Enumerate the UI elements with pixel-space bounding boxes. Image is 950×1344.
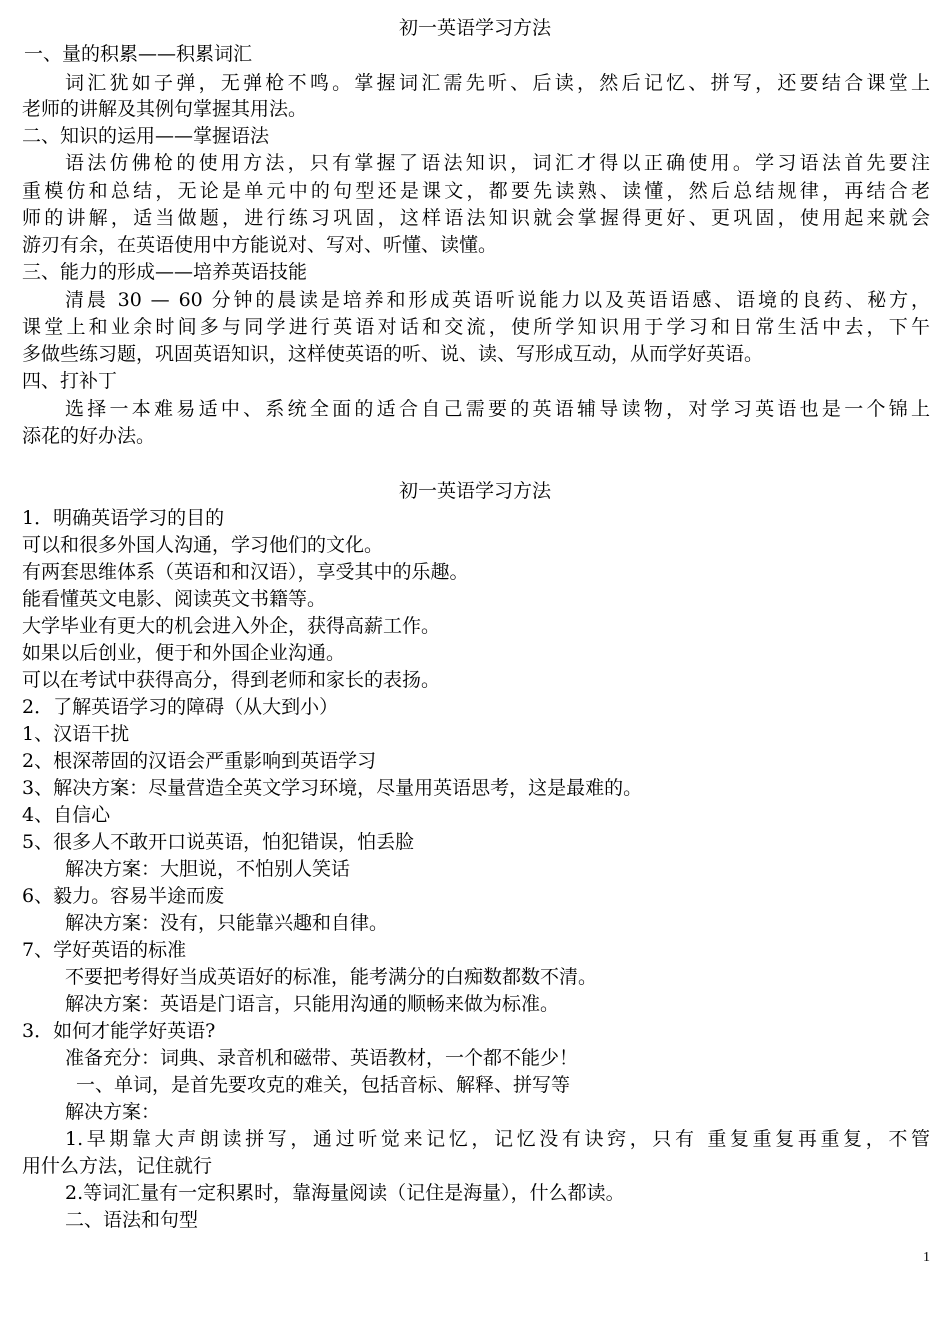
- heading-supplement: 四、打补丁: [22, 370, 118, 392]
- paragraph-line: 词汇犹如子弹，无弹枪不鸣。掌握词汇需先听、后读，然后记忆、拼写，还要结合课堂上: [65, 72, 930, 94]
- heading-grammar: 二、知识的运用——掌握语法: [22, 125, 270, 147]
- sub-heading: 二、语法和句型: [65, 1209, 199, 1231]
- list-item: 4、自信心: [22, 804, 111, 826]
- section-title: 初一英语学习方法: [398, 480, 551, 502]
- list-item: 6、毅力。容易半途而废: [22, 885, 225, 907]
- page-title: 初一英语学习方法: [398, 17, 551, 39]
- list-item: 可以在考试中获得高分，得到老师和家长的表扬。: [22, 669, 441, 691]
- list-item: 大学毕业有更大的机会进入外企，获得高薪工作。: [22, 615, 441, 637]
- paragraph-line: 用什么方法，记住就行: [22, 1155, 213, 1177]
- list-item: 7、学好英语的标准: [22, 939, 187, 961]
- list-item: 1、汉语干扰: [22, 723, 130, 745]
- paragraph-line: 1.早期靠大声朗读拼写，通过听觉来记忆，记忆没有诀窍，只有 重复重复再重复，不管: [65, 1128, 930, 1150]
- paragraph-line: 选择一本难易适中、系统全面的适合自己需要的英语辅导读物，对学习英语也是一个锦上: [65, 398, 930, 420]
- solution-line: 解决方案：英语是门语言，只能用沟通的顺畅来做为标准。: [65, 993, 560, 1015]
- paragraph-line: 重模仿和总结，无论是单元中的句型还是课文，都要先读熟、读懂，然后总结规律，再结合老: [22, 180, 930, 202]
- list-item: 可以和很多外国人沟通，学习他们的文化。: [22, 534, 384, 556]
- paragraph-line: 语法仿佛枪的使用方法，只有掌握了语法知识，词汇才得以正确使用。学习语法首先要注: [65, 152, 930, 174]
- paragraph-line: 师的讲解，适当做题，进行练习巩固，这样语法知识就会掌握得更好、更巩固，使用起来就会: [22, 207, 930, 229]
- paragraph-line: 不要把考得好当成英语好的标准，能考满分的白痴数都数不清。: [65, 966, 598, 988]
- paragraph-line: 课堂上和业余时间多与同学进行英语对话和交流，使所学知识用于学习和日常生活中去，下午: [22, 316, 930, 338]
- list-item: 5、很多人不敢开口说英语，怕犯错误，怕丢脸: [22, 831, 415, 853]
- solution-line: 解决方案：大胆说，不怕别人笑话: [65, 858, 351, 880]
- solution-line: 解决方案：没有，只能靠兴趣和自律。: [65, 912, 389, 934]
- solution-label: 解决方案：: [65, 1101, 161, 1123]
- paragraph-line: 清晨 30 — 60 分钟的晨读是培养和形成英语听说能力以及英语语感、语境的良药、秘方，: [65, 289, 930, 311]
- paragraph-line: 多做些练习题，巩固英语知识，这样使英语的听、说、读、写形成互动，从而学好英语。: [22, 343, 764, 365]
- paragraph-line: 老师的讲解及其例句掌握其用法。: [22, 98, 308, 120]
- paragraph-line: 2.等词汇量有一定积累时，靠海量阅读（记住是海量），什么都读。: [65, 1182, 625, 1204]
- heading-vocabulary: 一、量的积累——积累词汇: [24, 43, 253, 65]
- numbered-heading: 3．如何才能学好英语?: [22, 1020, 216, 1042]
- paragraph-line: 准备充分：词典、录音机和磁带、英语教材，一个都不能少！: [65, 1047, 579, 1069]
- numbered-heading: 1．明确英语学习的目的: [22, 507, 225, 529]
- list-item: 如果以后创业，便于和外国企业沟通。: [22, 642, 346, 664]
- paragraph-line: 游刃有余，在英语使用中方能说对、写对、听懂、读懂。: [22, 234, 498, 256]
- list-item: 3、解决方案：尽量营造全英文学习环境，尽量用英语思考，这是最难的。: [22, 777, 643, 799]
- sub-heading: 一、单词，是首先要攻克的难关，包括音标、解释、拼写等: [76, 1074, 571, 1096]
- list-item: 2、根深蒂固的汉语会严重影响到英语学习: [22, 750, 377, 772]
- list-item: 有两套思维体系（英语和和汉语），享受其中的乐趣。: [22, 561, 469, 583]
- list-item: 能看懂英文电影、阅读英文书籍等。: [22, 588, 327, 610]
- page-number: 1: [923, 1250, 930, 1265]
- heading-skills: 三、能力的形成——培养英语技能: [22, 261, 308, 283]
- paragraph-line: 添花的好办法。: [22, 425, 156, 447]
- numbered-heading: 2．了解英语学习的障碍（从大到小）: [22, 696, 339, 718]
